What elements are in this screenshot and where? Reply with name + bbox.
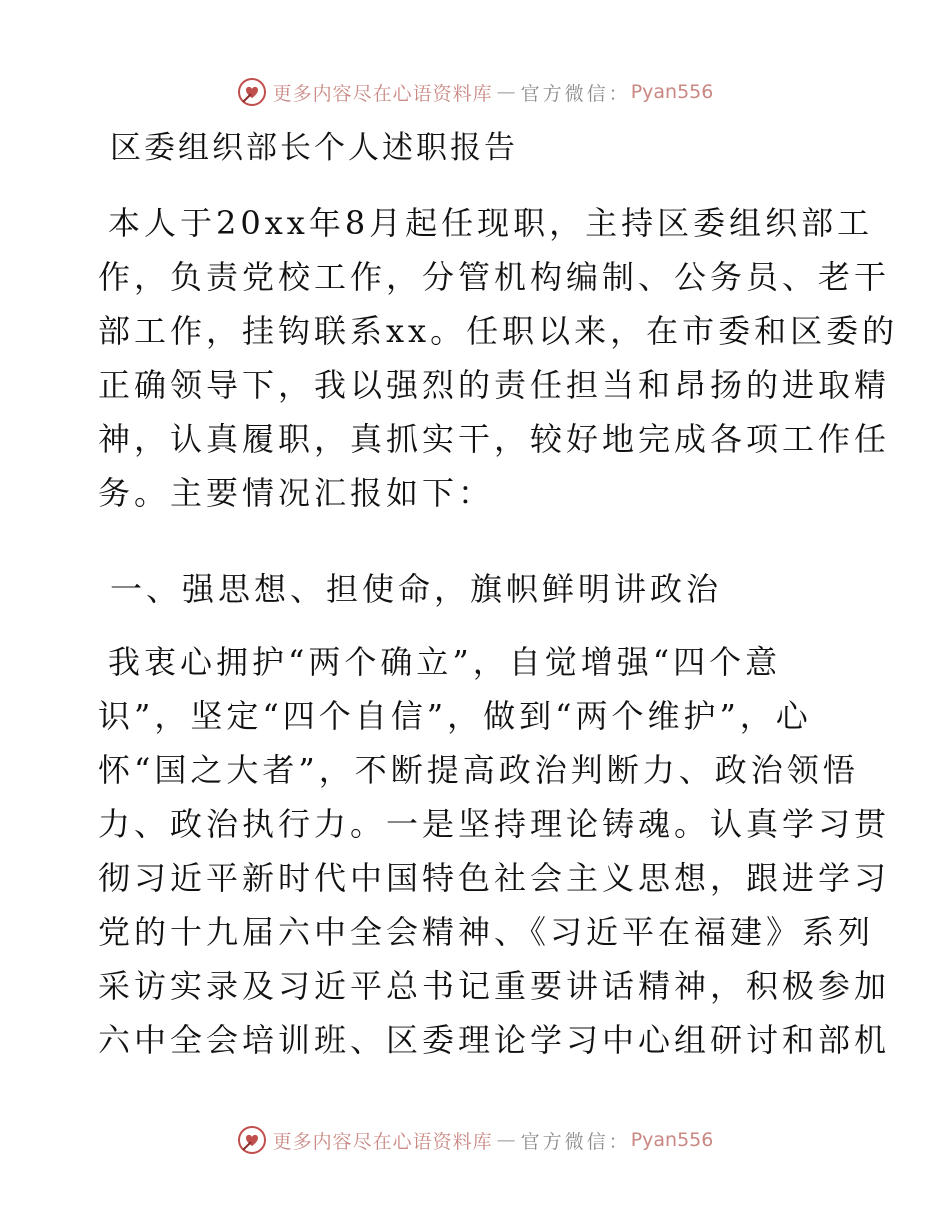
watermark-wechat-id: Pyan556 xyxy=(630,1129,714,1151)
section-heading: 一、强思想、担使命，旗帜鲜明讲政治 xyxy=(110,570,723,608)
watermark-separator: — xyxy=(496,1129,517,1151)
paragraph-line: 采访实录及习近平总书记重要讲话精神，积极参加 xyxy=(98,967,891,1005)
watermark-official-label: 官方微信： xyxy=(520,1130,631,1153)
paragraph-line: 彻习近平新时代中国特色社会主义思想，跟进学习 xyxy=(98,859,891,897)
document-title: 区委组织部长个人述职报告 xyxy=(110,130,518,166)
section-paragraph xyxy=(98,635,891,1067)
watermark-official-label: 官方微信： xyxy=(520,82,631,105)
watermark-wechat-id: Pyan556 xyxy=(630,81,714,103)
paragraph-line: 本人于20xx年8月起任现职，主持区委组织部工 xyxy=(108,204,874,242)
paragraph-line: 力、政治执行力。一是坚持理论铸魂。认真学习贯 xyxy=(98,805,891,843)
watermark-separator: — xyxy=(496,81,517,103)
paragraph-line: 务。主要情况汇报如下： xyxy=(98,474,495,512)
paragraph-line: 正确领导下，我以强烈的责任担当和昂扬的进取精 xyxy=(98,366,891,404)
paragraph-line: 作，负责党校工作，分管机构编制、公务员、老干 xyxy=(98,258,891,296)
watermark-text: 更多内容尽在心语资料库 xyxy=(272,1130,493,1153)
heart-pen-logo-icon xyxy=(237,77,267,107)
paragraph-line: 我衷心拥护“两个确立”，自觉增强“四个意 xyxy=(108,643,782,681)
paragraph-line: 识”，坚定“四个自信”，做到“两个维护”，心 xyxy=(98,697,812,735)
paragraph-line: 怀“国之大者”，不断提高政治判断力、政治领悟 xyxy=(98,751,859,789)
paragraph-line: 神，认真履职，真抓实干，较好地完成各项工作任 xyxy=(98,420,891,458)
watermark-text: 更多内容尽在心语资料库 xyxy=(272,82,493,105)
paragraph-line: 六中全会培训班、区委理论学习中心组研讨和部机 xyxy=(98,1021,891,1059)
heart-pen-logo-icon xyxy=(237,1125,267,1155)
intro-paragraph xyxy=(98,196,899,520)
watermark-header xyxy=(0,72,950,112)
paragraph-line: 部工作，挂钩联系xx。任职以来，在市委和区委的 xyxy=(98,312,899,350)
watermark-footer xyxy=(0,1120,950,1160)
paragraph-line: 党的十九届六中全会精神、《习近平在福建》系列 xyxy=(98,913,875,951)
